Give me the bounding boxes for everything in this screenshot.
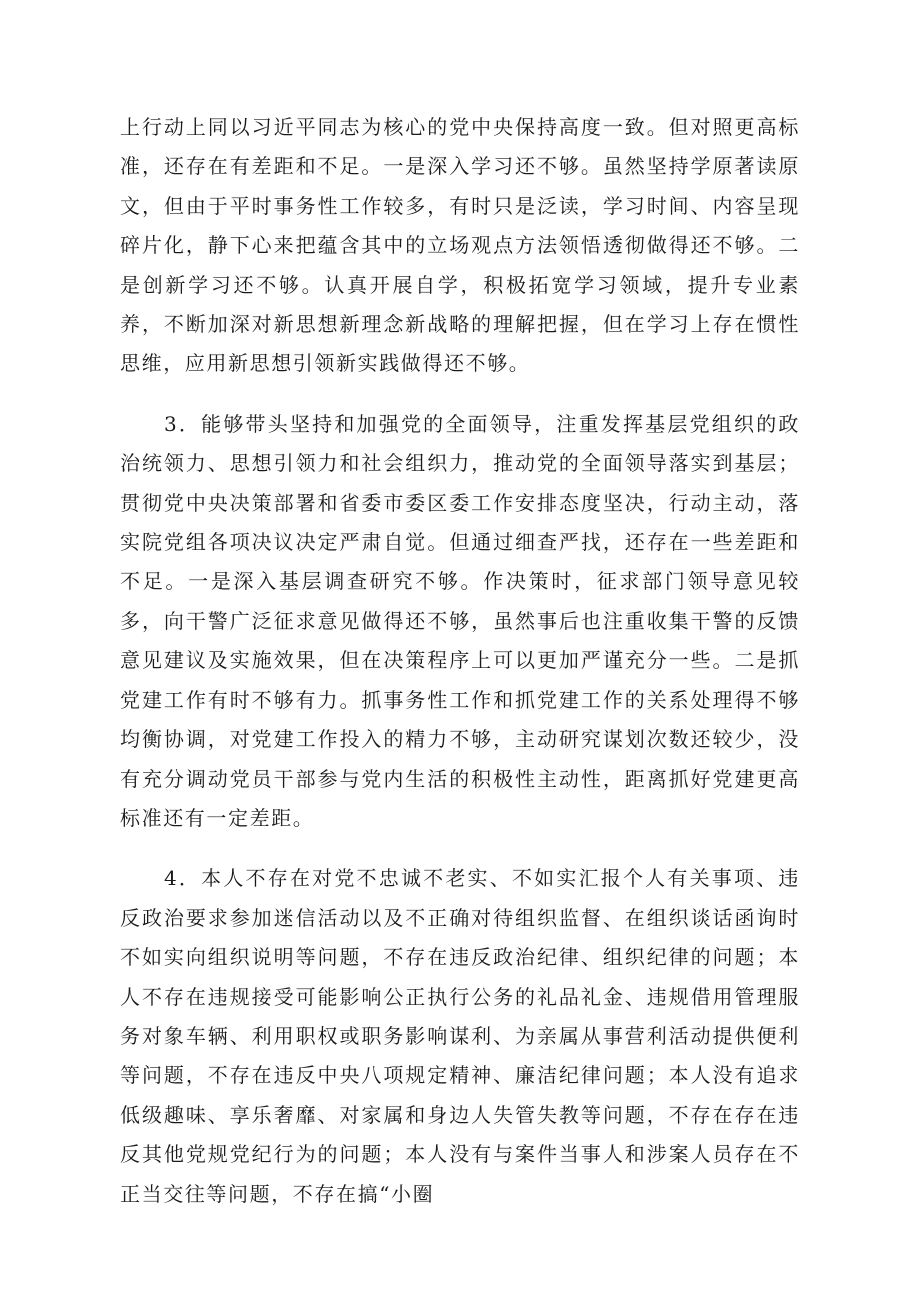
paragraph-continuation: 上行动上同以习近平同志为核心的党中央保持高度一致。但对照更高标准，还存在有差距和不足。一是深入学习还不够。虽然坚持学原著读原文，但由于平时事务性工作较多，有时只是泛读，学习时间、内容呈现碎片化，静下心来把蕴含其中的立场观点方法领悟透彻做得还不够。二是创新学习还不够。认真开展自学，积极拓宽学习领域，提升专业素养，不断加深对新思想新理念新战略的理解把握，但在学习上存在惯性思维，应用新思想引领新实践做得还不够。 — [120, 115, 800, 376]
document-body — [120, 108, 800, 1214]
paragraph-item-3: 3．能够带头坚持和加强党的全面领导，注重发挥基层党组织的政治统领力、思想引领力和社会组织力，推动党的全面领导落实到基层；贯彻党中央决策部署和省委市委区委工作安排态度坚决，行动主动，落实院党组各项决议决定严肃自觉。但通过细查严找，还存在一些差距和不足。一是深入基层调查研究不够。作决策时，征求部门领导意见较多，向干警广泛征求意见做得还不够，虽然事后也注重收集干警的反馈意见建议及实施效果，但在决策程序上可以更加严谨充分一些。二是抓党建工作有时不够有力。抓事务性工作和抓党建工作的关系处理得不够均衡协调，对党建工作投入的精力不够，主动研究谋划次数还较少，没有充分调动党员干部参与党内生活的积极性主动性，距离抓好党建更高标准还有一定差距。 — [120, 411, 800, 830]
paragraph-item-4: 4．本人不存在对党不忠诚不老实、不如实汇报个人有关事项、违反政治要求参加迷信活动以及不正确对待组织监督、在组织谈话函询时不如实向组织说明等问题，不存在违反政治纪律、组织纪律的问题；本人不存在违规接受可能影响公正执行公务的礼品礼金、违规借用管理服务对象车辆、利用职权或职务影响谋利、为亲属从事营利活动提供便利等问题，不存在违反中央八项规定精神、廉洁纪律问题；本人没有追求低级趣味、享乐奢靡、对家属和身边人失管失教等问题，不存在存在违反其他党规党纪行为的问题；本人没有与案件当事人和涉案人员存在不正当交往等问题，不存在搞“小圈 — [120, 866, 800, 1206]
